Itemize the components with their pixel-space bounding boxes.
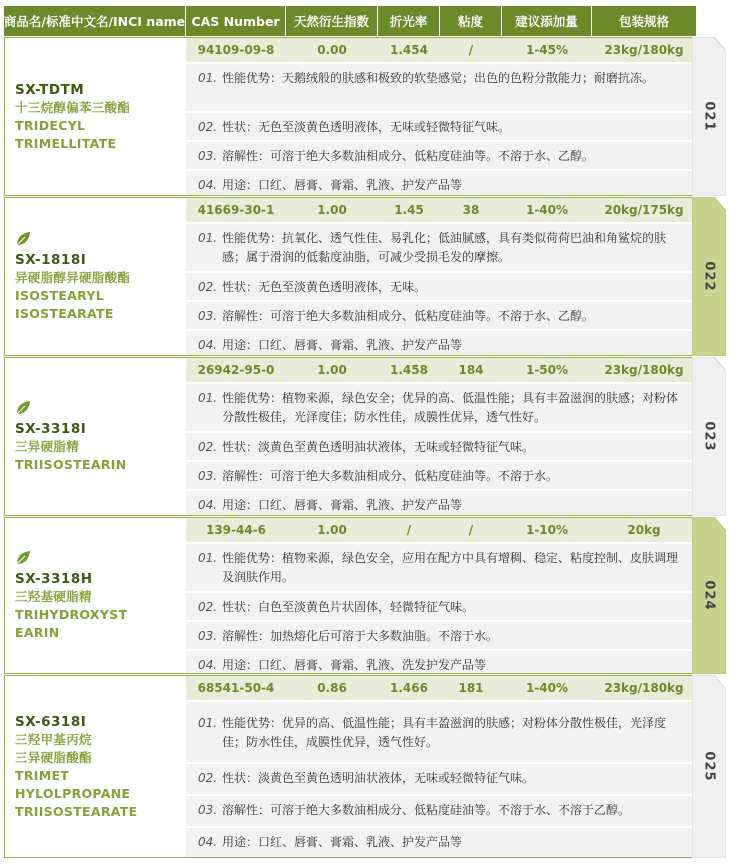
line-text: 溶解性：可溶于绝大多数油相成分、低粘度硅油等。不溶于水、不溶于乙醇。 bbox=[222, 803, 631, 817]
product-name-cell bbox=[4, 675, 186, 858]
leaf-icon bbox=[15, 400, 31, 416]
header-natural-index: 天然衍生指数 bbox=[286, 6, 378, 36]
line-number: 02. bbox=[198, 440, 218, 454]
product-chinese-name: 三羟基硬脂精 bbox=[15, 588, 92, 604]
product-code: SX-TDTM bbox=[15, 81, 85, 98]
product-chinese-name: 异硬脂醇异硬脂酸酯 bbox=[15, 269, 131, 285]
product-inci-name-line: TRIDECYL bbox=[15, 117, 86, 133]
line-number: 02. bbox=[198, 771, 218, 785]
product-row bbox=[4, 357, 724, 516]
product-chinese-name-line: 三羟甲基丙烷 bbox=[15, 731, 92, 747]
product-detail-cell bbox=[186, 197, 696, 356]
property-line bbox=[186, 169, 696, 196]
property-line bbox=[186, 62, 696, 111]
cas-number: 41669-30-1 bbox=[197, 203, 275, 217]
line-text: 溶解性：加热熔化后可溶于大多数油脂。不溶于水。 bbox=[222, 629, 499, 643]
product-detail-cell bbox=[186, 357, 696, 516]
leaf-icon bbox=[15, 550, 31, 566]
natural-index-value: 1.00 bbox=[317, 523, 347, 537]
property-line bbox=[186, 222, 696, 271]
header-dosage: 建议添加量 bbox=[502, 6, 592, 36]
product-chinese-name-line: 三异硬脂酸酯 bbox=[15, 749, 92, 765]
property-line bbox=[186, 620, 696, 649]
line-number: 04. bbox=[198, 178, 218, 192]
product-name-cell bbox=[4, 37, 186, 196]
line-text: 性能优势：抗氧化、透气性佳、易乳化；低油腻感，具有类似荷荷巴油和角鲨烷的肤感；属于滑润的低黏度油脂，可减少受损毛发的摩擦。 bbox=[222, 231, 667, 264]
page-tab bbox=[692, 357, 726, 516]
page-tab-number: 024 bbox=[701, 580, 717, 611]
line-number: 01. bbox=[198, 231, 218, 245]
cas-number: 68541-50-4 bbox=[197, 681, 275, 695]
page-tab bbox=[692, 675, 726, 858]
cas-number: 94109-09-8 bbox=[197, 43, 275, 57]
page-tab bbox=[692, 517, 726, 674]
packaging-value: 23kg/180kg bbox=[604, 681, 684, 695]
natural-index-value: 1.00 bbox=[317, 363, 347, 377]
packaging-value: 23kg/180kg bbox=[604, 363, 684, 377]
line-number: 04. bbox=[198, 498, 218, 512]
product-values-row bbox=[186, 518, 696, 542]
line-text: 性状：淡黄色至黄色透明油状液体，无味或轻微特征气味。 bbox=[222, 771, 535, 785]
property-line bbox=[186, 489, 696, 516]
product-code: SX-1818I bbox=[15, 251, 87, 268]
product-code: SX-3318I bbox=[15, 420, 87, 437]
page-tab-number: 023 bbox=[701, 421, 717, 452]
line-text: 性能优势：植物来源，绿色安全，应用在配方中具有增稠、稳定、粘度控制、皮肤调理及润肤作用。 bbox=[222, 551, 679, 584]
header-refractive-index: 折光率 bbox=[378, 6, 440, 36]
product-values-row bbox=[186, 358, 696, 382]
product-row bbox=[4, 197, 724, 356]
line-number: 01. bbox=[198, 71, 218, 85]
line-text: 性状：无色至淡黄色透明液体，无味。 bbox=[222, 280, 427, 294]
property-line bbox=[186, 794, 696, 826]
refractive-index-value: 1.454 bbox=[390, 43, 428, 57]
refractive-index-value: 1.45 bbox=[394, 203, 424, 217]
line-text: 溶解性：可溶于绝大多数油相成分、低粘度硅油等。不溶于水。 bbox=[222, 469, 559, 483]
product-name-cell bbox=[4, 517, 186, 674]
product-values-row bbox=[186, 198, 696, 222]
property-line bbox=[186, 271, 696, 300]
property-line bbox=[186, 649, 696, 674]
property-line bbox=[186, 382, 696, 431]
line-text: 性状：无色至淡黄色透明液体，无味或轻微特征气味。 bbox=[222, 120, 511, 134]
product-inci-name-line: TRIISOSTEARATE bbox=[15, 803, 138, 819]
property-line bbox=[186, 542, 696, 591]
dosage-value: 1-10% bbox=[525, 523, 569, 537]
viscosity-value: 38 bbox=[462, 203, 480, 217]
natural-index-value: 0.86 bbox=[317, 681, 347, 695]
page-tab bbox=[692, 37, 726, 196]
product-inci-name-line: TRIHYDROXYST bbox=[15, 606, 128, 622]
line-number: 03. bbox=[198, 803, 218, 817]
product-inci-name-line: ISOSTEARATE bbox=[15, 305, 114, 321]
line-number: 02. bbox=[198, 120, 218, 134]
line-number: 04. bbox=[198, 835, 218, 849]
property-line bbox=[186, 700, 696, 762]
refractive-index-value: / bbox=[406, 523, 412, 537]
refractive-index-value: 1.466 bbox=[390, 681, 428, 695]
product-inci-name-line: TRIMET bbox=[15, 767, 70, 783]
page-tab bbox=[692, 197, 726, 356]
viscosity-value: 181 bbox=[458, 681, 484, 695]
page-tab-number: 022 bbox=[701, 261, 717, 292]
product-code: SX-3318H bbox=[15, 570, 93, 587]
property-line bbox=[186, 762, 696, 794]
property-line bbox=[186, 140, 696, 169]
line-text: 性能优势：优异的高、低温性能；具有丰盈滋润的肤感；对粉体分散性极佳，光泽度佳；防水性佳，成膜性优异，透气性好。 bbox=[222, 716, 667, 749]
property-line bbox=[186, 591, 696, 620]
product-values-row bbox=[186, 676, 696, 700]
dosage-value: 1-45% bbox=[525, 43, 569, 57]
line-number: 02. bbox=[198, 280, 218, 294]
line-text: 溶解性：可溶于绝大多数油相成分、低粘度硅油等。不溶于水、乙醇。 bbox=[222, 309, 595, 323]
property-line bbox=[186, 111, 696, 140]
line-number: 03. bbox=[198, 469, 218, 483]
line-text: 溶解性：可溶于绝大多数油相成分、低粘度硅油等。不溶于水、乙醇。 bbox=[222, 149, 595, 163]
product-inci-name-line: TRIMELLITATE bbox=[15, 135, 117, 151]
property-line bbox=[186, 431, 696, 460]
property-line bbox=[186, 460, 696, 489]
line-text: 用途：口红、唇膏、膏霜、乳液、洗发护发产品等 bbox=[222, 658, 487, 672]
product-values-row bbox=[186, 38, 696, 62]
cas-number: 26942-95-0 bbox=[197, 363, 275, 377]
natural-index-value: 0.00 bbox=[317, 43, 347, 57]
product-inci-name-line: EARIN bbox=[15, 624, 60, 640]
line-number: 01. bbox=[198, 716, 218, 730]
leaf-icon bbox=[15, 231, 31, 247]
header-cas: CAS Number bbox=[186, 6, 286, 36]
line-number: 02. bbox=[198, 600, 218, 614]
dosage-value: 1-40% bbox=[525, 203, 569, 217]
product-row bbox=[4, 675, 724, 858]
property-line bbox=[186, 826, 696, 857]
line-text: 性状：白色至淡黄色片状固体，轻微特征气味。 bbox=[222, 600, 475, 614]
line-text: 用途：口红、唇膏、膏霜、乳液、护发产品等 bbox=[222, 835, 463, 849]
line-number: 03. bbox=[198, 309, 218, 323]
dosage-value: 1-50% bbox=[525, 363, 569, 377]
cas-number: 139-44-6 bbox=[205, 523, 267, 537]
property-line bbox=[186, 300, 696, 329]
header-product-name: 商品名/标准中文名/INCI name bbox=[4, 6, 186, 36]
line-text: 用途：口红、唇膏、膏霜、乳液、护发产品等 bbox=[222, 178, 463, 192]
packaging-value: 23kg/180kg bbox=[604, 43, 684, 57]
table-header bbox=[4, 6, 696, 36]
natural-index-value: 1.00 bbox=[317, 203, 347, 217]
product-row bbox=[4, 37, 724, 196]
product-name-cell bbox=[4, 197, 186, 356]
product-chinese-name: 三异硬脂精 bbox=[15, 438, 80, 454]
line-number: 04. bbox=[198, 658, 218, 672]
product-detail-cell bbox=[186, 37, 696, 196]
product-inci-name-line: HYLOLPROPANE bbox=[15, 785, 131, 801]
header-packaging: 包装规格 bbox=[592, 6, 696, 36]
viscosity-value: 184 bbox=[458, 363, 484, 377]
line-text: 性能优势：植物来源，绿色安全；优异的高、低温性能；具有丰盈滋润的肤感；对粉体分散性极佳，光泽度佳；防水性佳，成膜性优异，透气性好。 bbox=[222, 391, 679, 424]
product-detail-cell bbox=[186, 517, 696, 674]
line-text: 用途：口红、唇膏、膏霜、乳液、护发产品等 bbox=[222, 338, 463, 352]
refractive-index-value: 1.458 bbox=[390, 363, 428, 377]
header-viscosity: 粘度 bbox=[440, 6, 502, 36]
line-number: 03. bbox=[198, 629, 218, 643]
dosage-value: 1-40% bbox=[525, 681, 569, 695]
page-tab-number: 021 bbox=[701, 101, 717, 132]
page-tab-number: 025 bbox=[701, 751, 717, 782]
product-detail-cell bbox=[186, 675, 696, 858]
line-number: 01. bbox=[198, 391, 218, 405]
product-row bbox=[4, 517, 724, 674]
product-chinese-name: 十三烷醇偏苯三酸酯 bbox=[15, 99, 131, 115]
line-number: 01. bbox=[198, 551, 218, 565]
line-text: 性能优势：天鹅绒般的肤感和极致的软垫感觉；出色的色粉分散能力；耐磨抗冻。 bbox=[222, 71, 655, 85]
viscosity-value: / bbox=[468, 523, 474, 537]
packaging-value: 20kg/175kg bbox=[604, 203, 684, 217]
product-code: SX-6318I bbox=[15, 713, 87, 730]
packaging-value: 20kg bbox=[627, 523, 661, 537]
property-line bbox=[186, 329, 696, 356]
line-number: 03. bbox=[198, 149, 218, 163]
line-text: 性状：淡黄色至黄色透明油状液体，无味或轻微特征气味。 bbox=[222, 440, 535, 454]
product-inci-name-line: TRIISOSTEARIN bbox=[15, 456, 127, 472]
product-name-cell bbox=[4, 357, 186, 516]
viscosity-value: / bbox=[468, 43, 474, 57]
line-number: 04. bbox=[198, 338, 218, 352]
product-inci-name-line: ISOSTEARYL bbox=[15, 287, 104, 303]
line-text: 用途：口红、唇膏、膏霜、乳液、护发产品等 bbox=[222, 498, 463, 512]
